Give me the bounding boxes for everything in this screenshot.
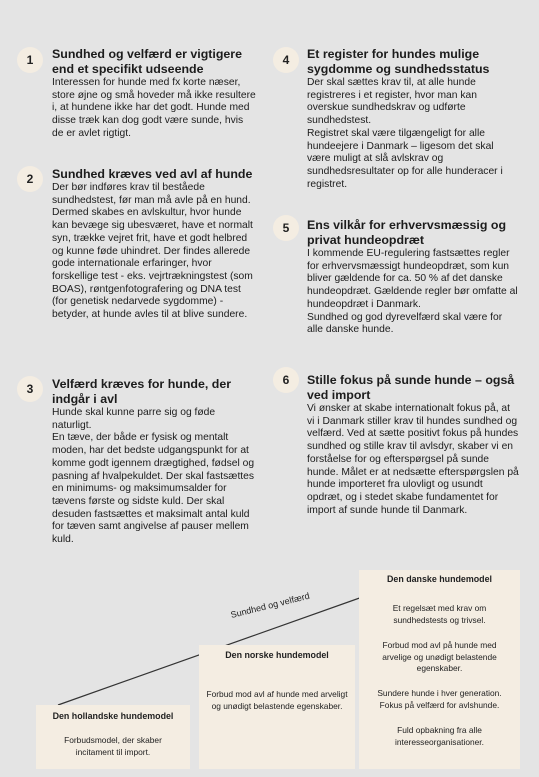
item-number-badge: 4 [273, 47, 299, 73]
item-title: Et register for hundes mulige sygdomme og sundhedsstatus [307, 47, 490, 76]
model-box-denmark [359, 570, 520, 769]
item-body: Vi ønsker at skabe internationalt fokus på, at vi i Danmark stiller krav til hundes sundhed og velfærd. Ved at sætte positivt fokus på hundes sundhed og stille krav til avlsdyr, skaber vi en forståelse for og efterspørgsel på sunde hunde. Målet er at nedsætte efterspørgslen på hunde importeret fra ulovligt og usundt opdræt, og i stedet skabe fundamentet for import af sunde hunde til Danmark. [307, 403, 519, 516]
model-text: Forbud mod avl på hunde med arvelige og unødigt belastende egenskaber. [382, 640, 497, 674]
model-title: Den norske hundemodel [225, 650, 329, 660]
model-box-netherlands [36, 705, 190, 769]
model-text: Et regelsæt med krav om sundhedstests og trivsel. [392, 603, 487, 625]
item-title: Stille fokus på sunde hunde – også ved import [307, 373, 515, 402]
model-title: Den danske hundemodel [386, 574, 493, 584]
item-number-badge: 3 [17, 376, 43, 402]
item-body: I kommende EU-regulering fastsættes regler for erhvervsmæssigt hundeopdræt, som kun bliver gældende for ca. 50 % af det danske hundeopdræt. Gældende regler bør omfatte al hundeopdræt i Danmark. Sundhed og god dyrevelfærd skal være for alle danske hunde. [307, 248, 518, 336]
item-title: Sundhed kræves ved avl af hunde [52, 167, 253, 181]
item-title: Velfærd kræves for hunde, der indgår i avl [52, 377, 232, 406]
model-title: Den hollandske hundemodel [52, 711, 174, 721]
item-number-badge: 6 [273, 367, 299, 393]
model-text: Sundere hunde i hver generation. Fokus på velfærd for avlshunde. [377, 688, 502, 710]
model-text: Forbud mod avl af hunde med arveligt og unødigt belastende egenskaber. [206, 689, 348, 711]
item-title: Sundhed og velfærd er vigtigere end et specifikt udseende [52, 47, 243, 76]
item-number-badge: 5 [273, 215, 299, 241]
item-body: Interessen for hunde med fx korte næser, store øjne og små hoveder må ikke resultere i, at hundene ikke har det godt. Hunde med disse træk kan dog godt være sunde, hvis de er avlet rigtigt. [52, 77, 256, 139]
model-box-norway [199, 645, 355, 769]
item-number-badge: 1 [17, 47, 43, 73]
item-body: Der skal sættes krav til, at alle hunde registreres i et register, hvor man kan overskue sundhedskrav og udførte sundhedstest. Registret skal være tilgængeligt for alle hundeejere i Danmark – ligesom det skal være muligt at slå avlskrav og sundhedsresultater op for alle hunderacer i registret. [307, 77, 503, 190]
item-body: Hunde skal kunne parre sig og føde naturligt. En tæve, der både er fysisk og mentalt moden, har det bedste udgangspunkt for at komme godt igennem drægtighed, fødsel og pasning af hvalpekuldet. Der skal fastsættes en minimums- og maksimumsalder for tævens første og sidste kuld. Der skal desuden fastsættes et maksimalt antal kuld for tæven samt angivelse af pauser mellem kuld. [52, 407, 255, 546]
item-body: Der bør indføres krav til beståede sundhedstest, før man må avle på en hund. Dermed skabes en avlskultur, hvor hunde kan bevæge sig ubesværet, have et normalt syn, trække vejret frit, have et godt helbred og kunne føde uhindret. Der findes allerede gode internationale erfaringer, hvor forskellige test - eks. vejrtrækningstest (som BOAS), røntgenfotografering og DNA test (for genetisk nedarvede sygdomme) - betyder, at hunde avles til at blive sundere. [52, 182, 253, 321]
arrow-label: Sundhed og velfærd [229, 590, 311, 620]
model-text: Forbudsmodel, der skaber incitament til import. [64, 735, 162, 757]
item-number-badge: 2 [17, 166, 43, 192]
model-text: Fuld opbakning fra alle interesseorganisationer. [395, 725, 484, 747]
item-title: Ens vilkår for erhvervsmæssig og privat hundeopdræt [307, 218, 507, 247]
